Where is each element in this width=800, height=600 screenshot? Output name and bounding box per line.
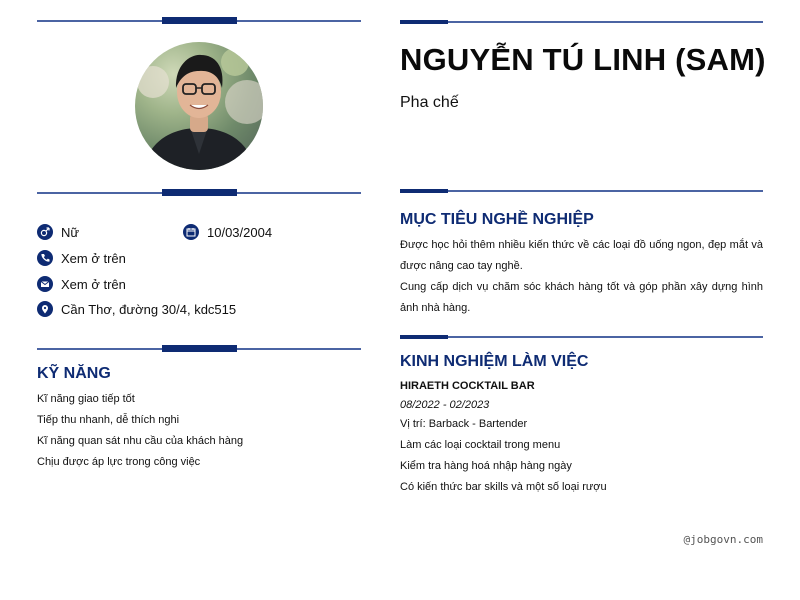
divider-accent: [162, 189, 237, 196]
contact-gender: [37, 224, 79, 240]
contact-birthdate: [183, 224, 272, 240]
experience-line: Làm các loại cocktail trong menu: [400, 439, 561, 451]
objective-divider: [400, 190, 763, 192]
divider-accent: [400, 189, 448, 193]
experience-line: Vị trí: Barback - Bartender: [400, 418, 528, 430]
skill-item: Chịu được áp lực trong công việc: [37, 456, 201, 468]
phone-value: Xem ở trên: [61, 250, 126, 266]
watermark: @jobgovn.com: [683, 533, 763, 546]
top-right-divider: [400, 21, 763, 23]
contact-phone: [37, 250, 126, 266]
company-name: HIRAETH COCKTAIL BAR: [400, 380, 535, 392]
skill-item: Tiếp thu nhanh, dễ thích nghi: [37, 414, 180, 426]
job-role: Pha chế: [400, 94, 459, 111]
email-value: Xem ở trên: [61, 276, 126, 292]
top-left-divider: [37, 20, 361, 22]
profile-photo: [135, 42, 263, 170]
birthdate-value: 10/03/2004: [207, 224, 273, 240]
experience-line: Kiểm tra hàng hoá nhập hàng ngày: [400, 460, 572, 472]
email-icon: [37, 276, 53, 292]
phone-icon: [37, 250, 53, 266]
skills-title: KỸ NĂNG: [37, 365, 111, 382]
candidate-name: NGUYỄN TÚ LINH (SAM): [400, 42, 766, 77]
calendar-icon: [183, 224, 199, 240]
address-value: Cần Thơ, đường 30/4, kdc515: [61, 301, 237, 317]
contact-address: [37, 301, 236, 317]
skills-divider: [37, 348, 361, 350]
divider-accent: [162, 345, 237, 352]
divider-accent: [400, 20, 448, 24]
experience-line: Có kiến thức bar skills và một số loại rượu: [400, 481, 607, 493]
divider-accent: [162, 17, 237, 24]
objective-paragraph: Cung cấp dịch vụ chăm sóc khách hàng tốt và góp phần xây dựng hình ảnh nhà hàng.: [400, 281, 763, 314]
objective-paragraph: Được học hỏi thêm nhiều kiến thức về các loại đồ uống ngon, đẹp mắt và được nâng cao tay nghề.: [400, 239, 763, 272]
skill-item: Kĩ năng giao tiếp tốt: [37, 393, 135, 405]
skill-item: Kĩ năng quan sát nhu cầu của khách hàng: [37, 435, 244, 447]
experience-title: KINH NGHIỆM LÀM VIỆC: [400, 353, 589, 370]
location-pin-icon: [37, 301, 53, 317]
gender-icon: [37, 224, 53, 240]
gender-value: Nữ: [61, 224, 80, 240]
contact-email: [37, 276, 126, 292]
objective-title: MỤC TIÊU NGHỀ NGHIỆP: [400, 211, 594, 228]
work-period: 08/2022 - 02/2023: [400, 399, 490, 411]
experience-divider: [400, 336, 763, 338]
mid-left-divider: [37, 192, 361, 194]
divider-accent: [400, 335, 448, 339]
